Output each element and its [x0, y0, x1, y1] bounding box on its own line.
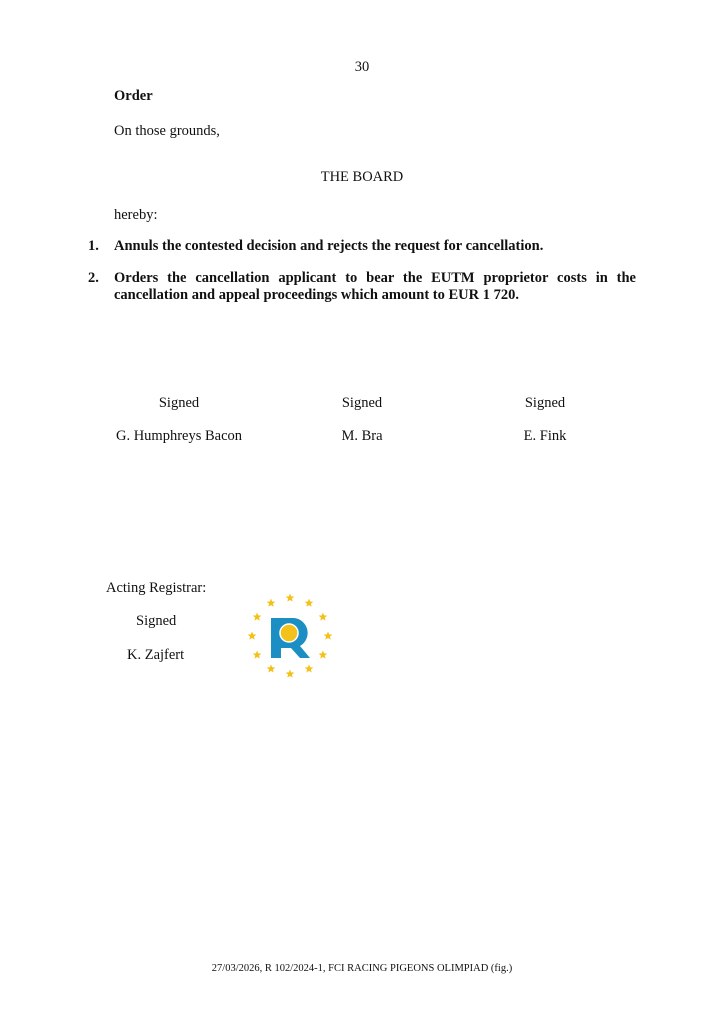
star-icon: [267, 599, 276, 607]
star-icon: [305, 664, 314, 672]
star-icon: [324, 632, 333, 640]
intro-text: On those grounds,: [114, 123, 220, 139]
star-icon: [319, 651, 328, 659]
star-icon: [253, 613, 262, 621]
registrar-signed: Signed: [136, 613, 177, 629]
signatory-name: E. Fink: [523, 428, 567, 444]
euipo-logo-icon: [244, 590, 336, 682]
star-icon: [267, 664, 276, 672]
order-heading: Order: [114, 88, 153, 104]
yellow-circle: [280, 624, 298, 642]
star-icon: [319, 613, 328, 621]
hereby-text: hereby:: [114, 207, 158, 223]
order-item: Orders the cancellation applicant to bear the EUTM proprietor costs in the cancellation and appeal proceedings which amount to EUR 1 720.: [114, 270, 636, 303]
signed-label: Signed: [341, 395, 383, 411]
item-number: 2.: [88, 270, 99, 286]
star-icon: [253, 651, 262, 659]
signed-label: Signed: [158, 395, 200, 411]
item-number: 1.: [88, 238, 99, 254]
board-title: THE BOARD: [320, 169, 404, 185]
footer-text: 27/03/2026, R 102/2024-1, FCI RACING PIGEONS OLIMPIAD (fig.): [211, 963, 513, 974]
star-icon: [286, 594, 295, 602]
star-icon: [248, 632, 257, 640]
star-icon: [286, 670, 295, 678]
registrar-label: Acting Registrar:: [106, 580, 207, 596]
signed-label: Signed: [524, 395, 566, 411]
signatory-name: G. Humphreys Bacon: [115, 428, 243, 444]
page-number: 30: [354, 59, 370, 75]
signatory-name: M. Bra: [341, 428, 383, 444]
order-item: Annuls the contested decision and rejects the request for cancellation.: [114, 238, 544, 254]
star-icon: [305, 599, 314, 607]
registrar-name: K. Zajfert: [127, 647, 185, 663]
